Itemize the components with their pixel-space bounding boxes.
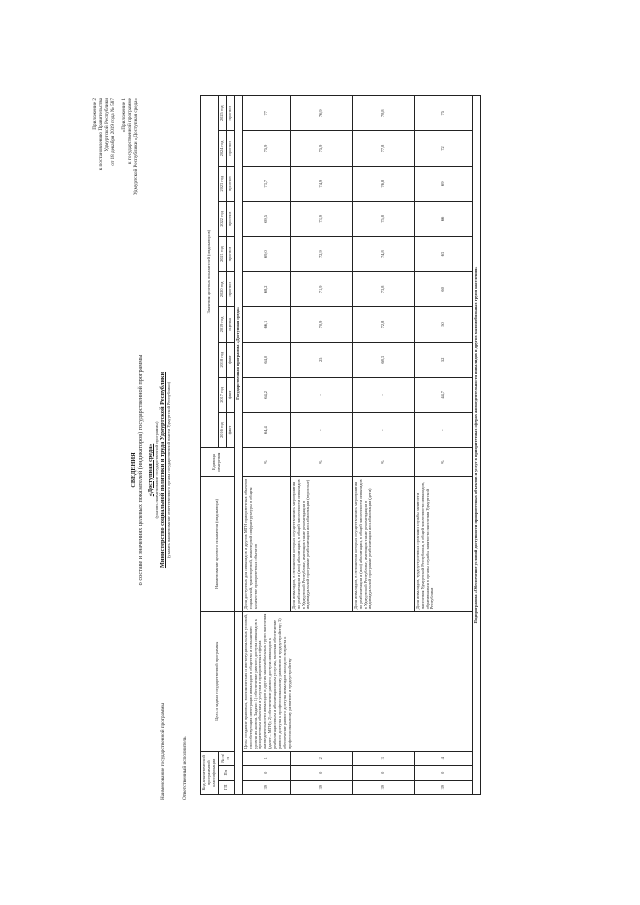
title-subheading: о составе и значениях целевых показателей (индикаторов) государственной программы xyxy=(137,354,145,586)
appendix-line-3: Удмуртской Республики xyxy=(104,98,111,152)
kind-header: прогноз xyxy=(226,272,234,307)
cell-value: 77 xyxy=(242,96,290,131)
section-row xyxy=(234,96,242,795)
ministry-name: Министерство социальной политики и труда Удмуртской Республики xyxy=(159,371,166,569)
cell-value: 64,0 xyxy=(242,342,290,377)
cell-value: 76,9 xyxy=(290,96,352,131)
program-label: Наименование государственной программы xyxy=(160,703,166,800)
cell-value: 64,4 xyxy=(242,413,290,448)
no-header: № п/п xyxy=(218,751,234,765)
cell-value: 73,8 xyxy=(352,272,414,307)
cell-value: 72 xyxy=(414,131,472,166)
year-header: 2024 год xyxy=(218,131,226,166)
cell-pp: 0 xyxy=(414,766,472,780)
goal-header: Цель и задачи государственной программы xyxy=(201,611,235,751)
cell-value: 78,8 xyxy=(352,96,414,131)
year-header: 2017 год xyxy=(218,377,226,412)
cell-pp: 0 xyxy=(290,766,352,780)
year-header: 2021 год xyxy=(218,236,226,271)
kind-header: факт xyxy=(226,377,234,412)
cell-value: - xyxy=(352,377,414,412)
appendix-line-6: к государственной программе xyxy=(126,98,133,164)
cell-unit: % xyxy=(414,448,472,477)
cell-value: 75 xyxy=(414,96,472,131)
indicator-header: Наименование целевого показателя (индикатора) xyxy=(201,477,235,612)
year-header: 2023 год xyxy=(218,166,226,201)
cell-value: 75,9 xyxy=(290,131,352,166)
section-gp-title: Государственная программа «Доступная среда» xyxy=(234,96,242,612)
cell-value: 25 xyxy=(290,342,352,377)
cell-value: 73,7 xyxy=(242,166,290,201)
cell-value: 68,2 xyxy=(242,272,290,307)
cell-value: 69,0 xyxy=(242,236,290,271)
rotated-content xyxy=(90,90,550,820)
executor-label: Ответственный исполнитель xyxy=(182,736,188,800)
cell-value: 66,1 xyxy=(242,307,290,342)
cell-unit: % xyxy=(242,448,290,477)
indicators-table xyxy=(200,95,481,795)
cell-gp: 39 xyxy=(414,780,472,794)
table-row xyxy=(242,96,290,795)
kind-header: факт xyxy=(226,342,234,377)
cell-indicator: Доля доступных для инвалидов и других МГН приоритетных объектов социальной, транспортной, инженерной инфраструктуры в общем количестве приоритетных объектов xyxy=(242,477,290,612)
cell-value: 52 xyxy=(414,342,472,377)
program-name: «Доступная среда» xyxy=(146,443,154,497)
cell-value: 44,7 xyxy=(414,377,472,412)
cell-indicator: Доля инвалидов, в отношении которых осуществлялись мероприятия по реабилитации и (или) абилитации, в общей численности инвалидов в Удмуртской Республике, имеющих такие рекомендации в индивидуальной программе реабилитации или абилитации (взрослые) xyxy=(290,477,352,612)
cell-value: 75,8 xyxy=(352,201,414,236)
title-block xyxy=(130,230,171,710)
code-header: Код аналитической программной классификации xyxy=(201,751,219,794)
cell-indicator: Доля инвалидов, трудоустроенных органами службы занятости населения Удмуртской Республики, в общей численности инвалидов, обратившихся в органы службы занятости населения Удмуртской Республики xyxy=(414,477,472,612)
cell-value: - xyxy=(290,377,352,412)
cell-value: 74,9 xyxy=(290,166,352,201)
cell-value: 72,8 xyxy=(352,307,414,342)
cell-value: 60 xyxy=(414,272,472,307)
kind-header: оценка xyxy=(226,307,234,342)
cell-value: - xyxy=(352,413,414,448)
subprogram-title: Подпрограмма «Обеспечение условий доступности приоритетных объектов и услуг в приоритетных сферах жизнедеятельности инвалидов и других маломобильных групп населения» xyxy=(472,96,480,795)
pp-header: Пп xyxy=(218,766,234,780)
cell-indicator: Доля инвалидов, в отношении которых осуществлялись мероприятия по реабилитации и (или) абилитации, в общей численности инвалидов в Удмуртской Республике, имеющих такие рекомендации в индивидуальной программе реабилитации или абилитации (дети) xyxy=(352,477,414,612)
appendix-line-4: от 18 декабря 2019 года № 587 xyxy=(110,98,117,166)
cell-value: 75,9 xyxy=(242,131,290,166)
year-header: 2018 год xyxy=(218,342,226,377)
cell-value: 68,3 xyxy=(352,342,414,377)
cell-unit: % xyxy=(290,448,352,477)
cell-value: 66 xyxy=(414,201,472,236)
appendix-line-2: к постановлению Правительства xyxy=(98,98,105,171)
cell-value: 73,9 xyxy=(290,201,352,236)
appendix-line-5: «Приложение 1 xyxy=(120,98,127,133)
cell-value: 69,5 xyxy=(242,201,290,236)
appendix-line-7: Удмуртской Республики «Доступная среда» xyxy=(132,98,139,196)
program-caption: (указать наименование государственной программы) xyxy=(153,421,159,519)
cell-value: 76,8 xyxy=(352,166,414,201)
appendix-line-1: Приложение 2 xyxy=(92,98,98,130)
cell-gp: 39 xyxy=(242,780,290,794)
ministry-caption: (указать наименование ответственного органа государственной власти Удмуртской Республики) xyxy=(166,382,172,559)
cell-value: 77,8 xyxy=(352,131,414,166)
kind-header: факт xyxy=(226,413,234,448)
subprogram-row xyxy=(472,96,480,795)
cell-value: 69 xyxy=(414,166,472,201)
values-group-header: Значения целевых показателей (индикаторов) xyxy=(201,96,219,448)
cell-no: 2 xyxy=(290,751,352,765)
cell-no: 4 xyxy=(414,751,472,765)
cell-pp: 0 xyxy=(242,766,290,780)
title-heading: СВЕДЕНИЯ xyxy=(130,452,137,488)
cell-gp: 39 xyxy=(352,780,414,794)
cell-value: 63 xyxy=(414,236,472,271)
cell-no: 1 xyxy=(242,751,290,765)
cell-value: 74,8 xyxy=(352,236,414,271)
kind-header: прогноз xyxy=(226,201,234,236)
kind-header: прогноз xyxy=(226,96,234,131)
cell-unit: % xyxy=(352,448,414,477)
unit-header: Единица измерения xyxy=(201,448,235,477)
year-header: 2019 год xyxy=(218,307,226,342)
cell-no: 3 xyxy=(352,751,414,765)
kind-header: прогноз xyxy=(226,236,234,271)
cell-value: - xyxy=(414,413,472,448)
cell-value: 71,9 xyxy=(290,272,352,307)
year-header: 2022 год xyxy=(218,201,226,236)
kind-header: прогноз xyxy=(226,131,234,166)
cell-value: - xyxy=(290,413,352,448)
header-row-1 xyxy=(201,96,219,795)
cell-value: 72,9 xyxy=(290,236,352,271)
year-header: 2020 год xyxy=(218,272,226,307)
cell-gp: 39 xyxy=(290,780,352,794)
year-header: 2016 год xyxy=(218,413,226,448)
year-header: 2025 год xyxy=(218,96,226,131)
goal-text: Цель: создание правовых, экономических и институциональных условий, способствующих интеграции инвалидов в общество и повышению уровня их жизни. Задачи: 1) обеспечение равного доступа инвалидов к приоритетным объектам и услугам в приоритетных сферах жизнедеятельности инвалидов и других маломобильных групп населения (далее – МГН); 2) обеспечение равного доступа инвалидов к реабилитационным и абилитационным услугам, включая обеспечение равного доступа к профессиональному развитию и трудоустройству; 3) обеспечение равного доступа инвалидов молодого возраста к профессиональному развитию и трудоустройству xyxy=(242,611,472,751)
kind-header: прогноз xyxy=(226,166,234,201)
gp-header: ГП xyxy=(218,780,234,794)
cell-pp: 0 xyxy=(352,766,414,780)
cell-value: 50 xyxy=(414,307,472,342)
cell-value: 64,2 xyxy=(242,377,290,412)
cell-value: 70,9 xyxy=(290,307,352,342)
